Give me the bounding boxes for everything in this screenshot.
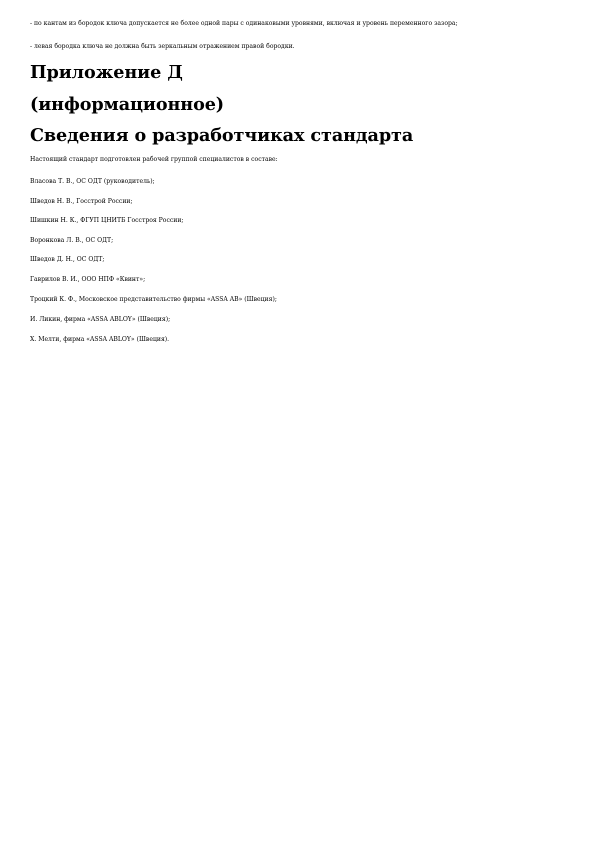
intro-paragraph: Настоящий стандарт подготовлен рабочей группой специалистов в составе: — [30, 156, 278, 163]
developer-item: Шведов Н. В., Госстрой России; — [30, 198, 133, 205]
developer-item: Гаврилов В. И., ООО НПФ «Квинт»; — [30, 276, 146, 283]
developer-item: И. Ликин, фирма «ASSA ABLOY» (Швеция); — [30, 316, 171, 323]
developer-item: Власова Т. В., ОС ОДТ (руководитель); — [30, 178, 155, 185]
appendix-subtitle: (информационное) — [30, 94, 225, 115]
developer-item: Шишкин Н. К., ФГУП ЦНИТБ Госстроя России; — [30, 217, 184, 224]
bullet-line: - левая бородка ключа не должна быть зеркальным отражением правой бородки. — [30, 43, 295, 50]
developer-item: Х. Мелти, фирма «ASSA ABLOY» (Швеция). — [30, 336, 170, 343]
appendix-title: Приложение Д — [30, 62, 183, 83]
appendix-heading: Сведения о разработчиках стандарта — [30, 125, 414, 146]
developer-item: Троцкий К. Ф., Московское представительство фирмы «ASSA AB» (Швеция); — [30, 296, 277, 303]
developer-item: Шведов Д. Н., ОС ОДТ; — [30, 256, 105, 263]
developer-item: Воронкова Л. В., ОС ОДТ; — [30, 237, 114, 244]
bullet-line: - по кантам из бородок ключа допускается не более одной пары с одинаковыми уровнями, включая и уровень переменного зазора; — [30, 20, 458, 27]
